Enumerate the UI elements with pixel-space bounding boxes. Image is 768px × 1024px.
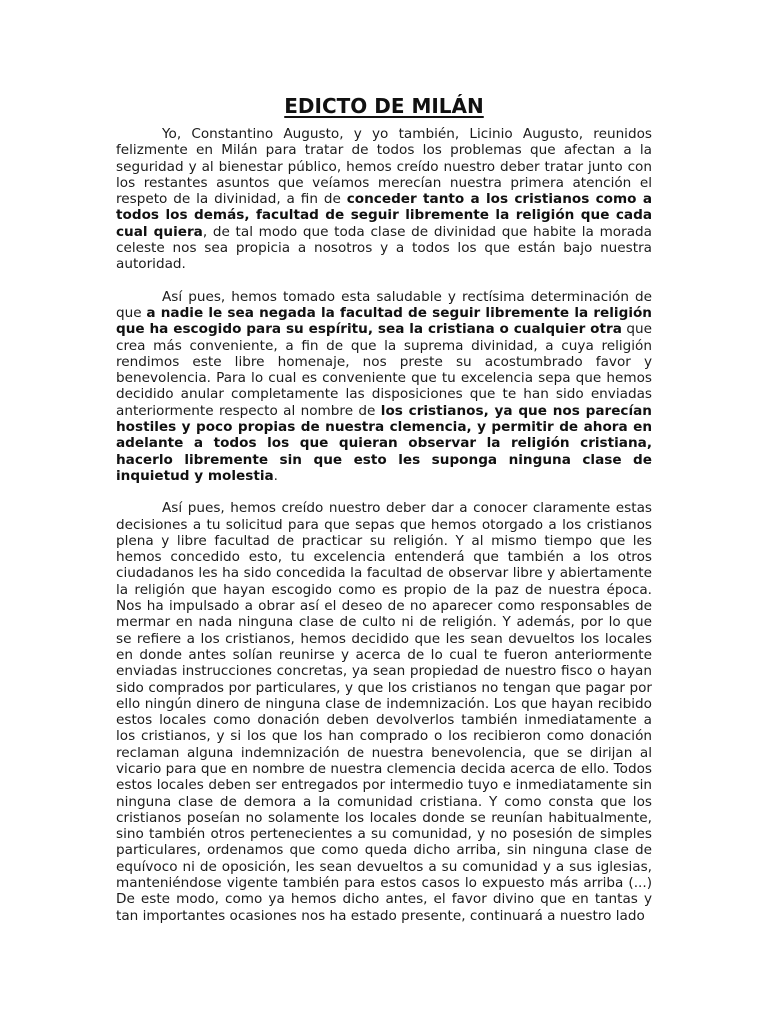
document-page [116,92,652,924]
paragraph [116,289,652,485]
document-title: EDICTO DE MILÁN [284,94,484,118]
text-run: Así pues, hemos tomado esta saludable y rectísima determinación de que [116,288,652,321]
paragraph [116,500,652,924]
bold-text-run: conceder tanto a los cristianos como a todos los demás, facultad de seguir libremente la religión que cada cual quiera [116,191,652,240]
text-run: Yo, Constantino Augusto, y yo también, Licinio Augusto, reunidos felizmente en Milán para tratar de todos los problemas que afectan a la seguridad y al bienestar público, hemos creído nuestro deber tratar junto con los restantes asuntos que veíamos merecían nuestra primera atención el respeto de la divinidad, a fin de [116,126,652,208]
text-run: que crea más conveniente, a fin de que la suprema divinidad, a cuya religión rendimos este libre homenaje, nos preste su acostumbrado favor y benevolencia. Para lo cual es conveniente que tu excelencia sepa que hemos decidido anular completamente las disposiciones que te han sido enviadas anteriormente respecto al nombre de [116,321,652,419]
text-run: , de tal modo que toda clase de divinidad que habite la morada celeste nos sea propicia a nosotros y a todos los que están bajo nuestra autoridad. [116,223,653,273]
text-run: . [273,467,278,484]
bold-text-run: los cristianos, ya que nos parecían hostiles y poco propias de nuestra clemencia, y permitir de ahora en adelante a todos los que quieran observar la religión cristiana, hacerlo libremente sin que esto les suponga ninguna clase de inquietud y molestia [116,402,652,484]
text-run: Así pues, hemos creído nuestro deber dar a conocer claramente estas decisiones a tu solicitud para que sepas que hemos otorgado a los cristianos plena y libre facultad de practicar su religión. Y al mismo tiempo que les hemos concedido esto, tu excelencia entenderá que también a los otros ciudadanos les ha sido concedida la facultad de observar libre y abiertamente la religión que hayan escogido como es propio de la paz de nuestra época. Nos ha impulsado a obrar así el deseo de no aparecer como responsables de mermar en nada ninguna clase de culto ni de religión. Y además, por lo que se refiere a los cristianos, hemos decidido que les sean devueltos los locales en donde antes solían reunirse y acerca de lo cual te fueron anteriormente enviadas instrucciones concretas, ya sean propiedad de nuestro fisco o hayan sido comprados por particulares, y que los cristianos no tengan que pagar por ello ningún dinero de ninguna clase de indemnización. Los que hayan recibido estos locales como donación deben devolverlos también inmediatamente a los cristianos, y si los que los han comprado o los recibieron como donación reclaman alguna indemnización de nuestra benevolencia, que se dirijan al vicario para que en nombre de nuestra clemencia decida acerca de ello. Todos estos locales deben ser entregados por intermedio tuyo e inmediatamente sin ninguna clase de demora a la comunidad cristiana. Y como consta que los cristianos poseían no solamente los locales donde se reunían habitualmente, sino también otros pertenecientes a su comunidad, y no posesión de simples particulares, ordenamos que como queda dicho arriba, sin ninguna clase de equívoco ni de oposición, les sean devueltos a su comunidad y a sus iglesias, manteniéndose vigente también para estos casos lo expuesto más arriba (...) De este modo, como ya hemos dicho antes, el favor divino que en tantas y tan importantes ocasiones nos ha estado presente, continuará a nuestro lado [116,500,652,924]
bold-text-run: a nadie le sea negada la facultad de seguir libremente la religión que ha escogido para su espíritu, sea la cristiana o cualquier otra [116,304,652,338]
paragraph [116,126,652,273]
